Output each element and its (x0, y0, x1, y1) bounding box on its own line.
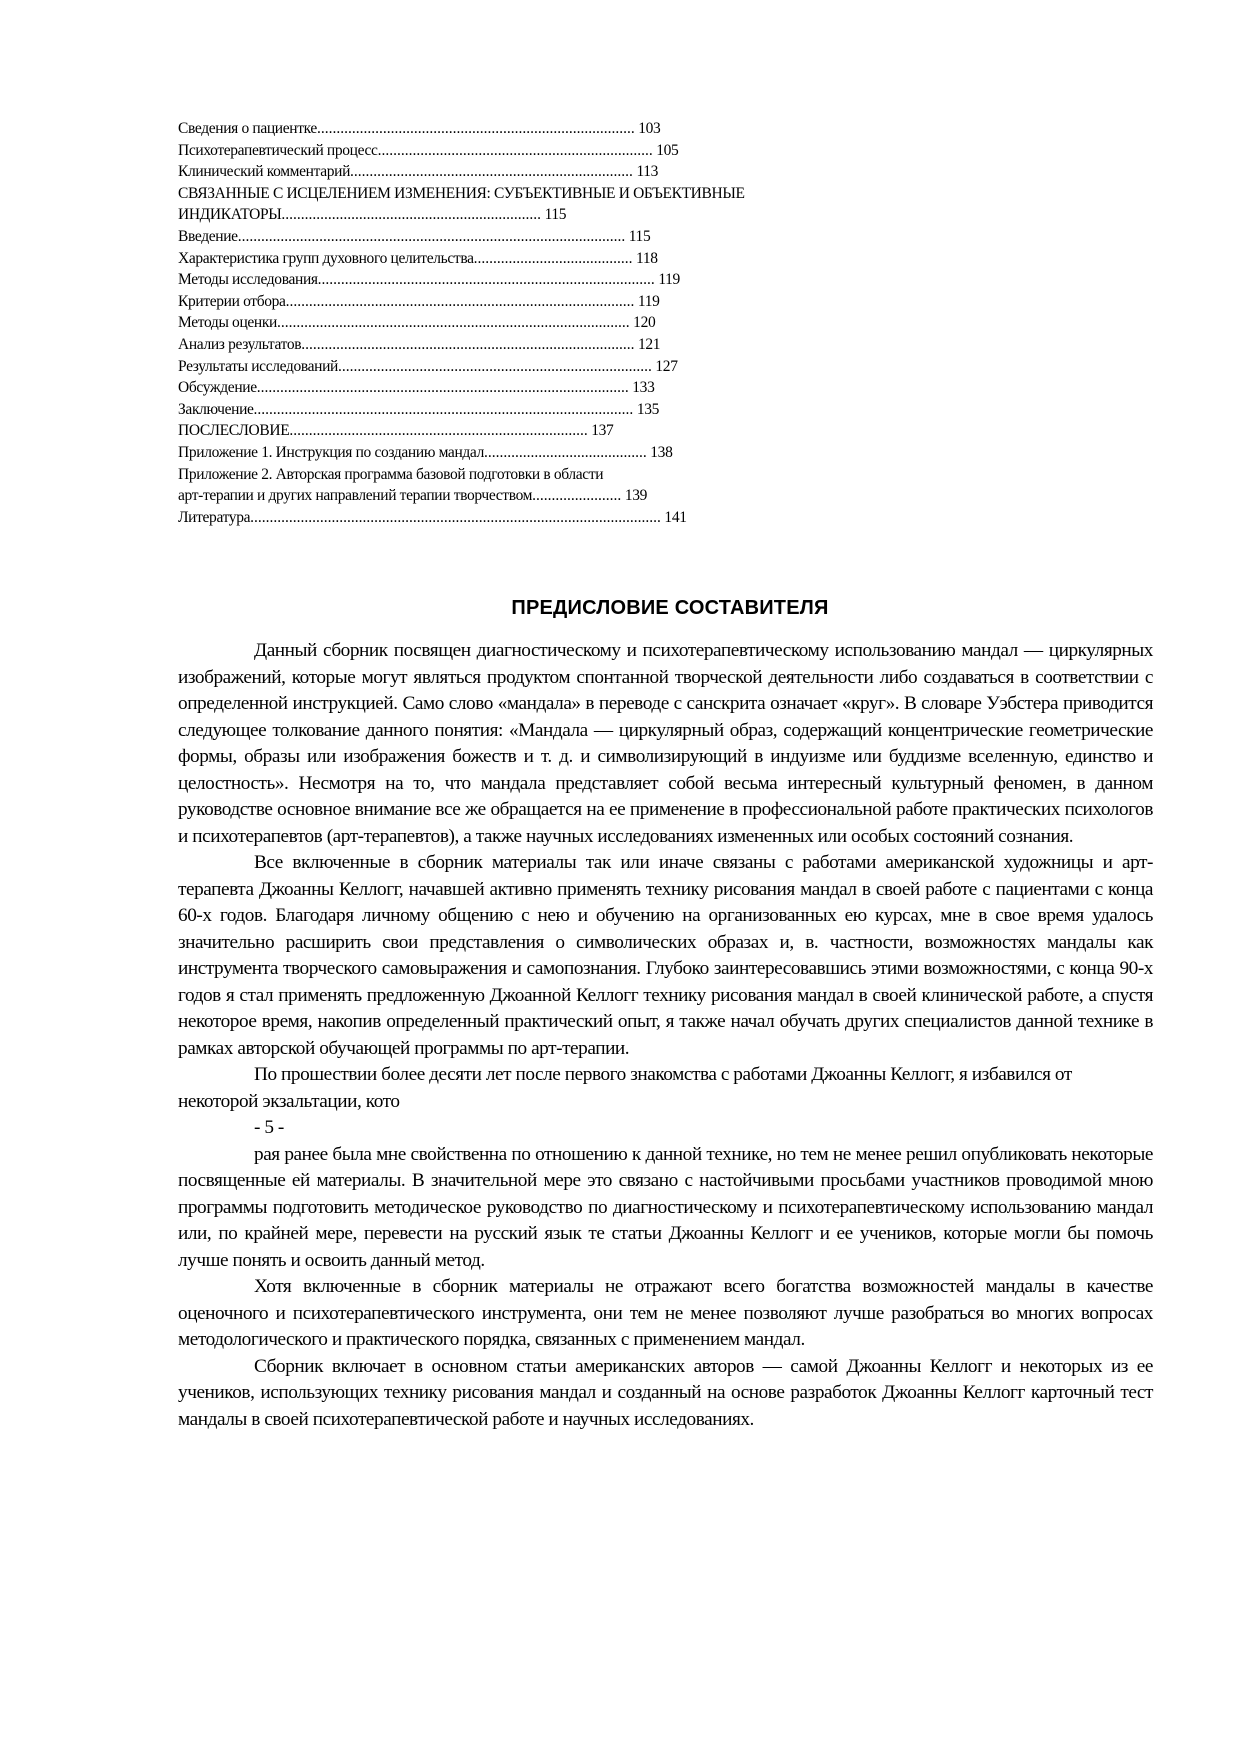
table-of-contents (178, 118, 898, 528)
toc-page-number: 133 (632, 379, 655, 397)
toc-leader-dots: .................................................................................................... (237, 227, 626, 245)
toc-page-number: 141 (664, 508, 687, 526)
toc-entry[interactable] (178, 334, 898, 356)
toc-entry[interactable] (178, 118, 898, 140)
toc-page-number: 115 (628, 227, 651, 245)
toc-leader-dots: .......................................... (484, 443, 647, 461)
toc-entry[interactable] (178, 226, 898, 248)
toc-entry[interactable] (178, 420, 898, 442)
toc-page-number: 138 (650, 443, 673, 461)
toc-leader-dots: ....................................................................................... (317, 271, 655, 289)
toc-page-number: 137 (591, 422, 614, 440)
toc-leader-dots: .................................................................................. (316, 120, 635, 137)
toc-entry-title: Характеристика групп духовного целительства (178, 249, 474, 267)
paragraph: По прошествии более десяти лет после первого знакомства с работами Джоанны Келлогг, я избавился от некоторой экзальтации, кото (178, 1064, 1072, 1112)
toc-entry-title: арт-терапии и других направлений терапии творчеством (178, 487, 533, 505)
toc-page-number: 121 (638, 335, 661, 353)
toc-entry-title: Приложение 1. Инструкция по созданию мандал (178, 443, 484, 461)
toc-leader-dots: ....................... (532, 487, 622, 505)
toc-entry[interactable] (178, 291, 898, 313)
toc-entry-title: Клинический комментарий (178, 163, 351, 181)
toc-entry-title: Литература (178, 508, 251, 526)
toc-entry[interactable] (178, 507, 898, 529)
toc-leader-dots: ................................................................................. (338, 357, 652, 375)
toc-page-number: 119 (637, 292, 660, 310)
section-title: ПРЕДИСЛОВИЕ СОСТАВИТЕЛЯ (511, 597, 829, 620)
toc-entry-title: Сведения о пациентке (178, 120, 317, 137)
toc-entry[interactable] (178, 204, 898, 226)
toc-entry[interactable] (178, 140, 898, 162)
paragraph: Данный сборник посвящен диагностическому и психотерапевтическому использованию мандал — циркулярных изображений, которые могут являться продуктом спонтанной творческой деятельности либо создаваться в соответствии с определенной инструкцией. Само слово «мандала» в переводе с санскрита означает «круг». В словаре Уэбстера приводится следующее толкование данного понятия: «Мандала — циркулярный образ, содержащий концентрические геометрические формы, образы или изображения божеств и т. д. и символизирующий в индуизме или буддизме вселенную, единство и целостность». Несмотря на то, что мандала представляет собой весьма интересный культурный феномен, в данном руководстве основное внимание все же обращается на ее применение в профессиональной работе практических психологов и психотерапевтов (арт-терапевтов), а также научных исследованиях измененных или особых состояний сознания. (178, 640, 1153, 847)
toc-page-number: 135 (636, 400, 660, 418)
toc-leader-dots: ........................................................................................... (277, 314, 630, 332)
paragraph: Хотя включенные в сборник материалы не отражают всего богатства возможностей мандалы в качестве оценочного и психотерапевтического инструмента, они тем не менее позволяют лучше разобраться во многих вопросах методологического и практического порядка, связанных с применением мандал. (178, 1276, 1153, 1350)
paragraph: Все включенные в сборник материалы так или иначе связаны с работами американской художницы и арт-терапевта Джоанны Келлогг, начавшей активно применять технику рисования мандал в своей работе с пациентами с конца 60-х годов. Благодаря личному общению с нею и обучению на организованных ею курсах, мне в свое время удалось значительно расширить свои представления о символических образах и, в. частности, возможностях мандалы как инструмента творческого самовыражения и самопознания. Глубоко заинтересовавшись этими возможностями, с конца 90-х годов я стал применять предложенную Джоанной Келлогг технику рисования мандал в своей клинической работе, а спустя некоторое время, накопив определенный практический опыт, я также начал обучать других специалистов данной технике в рамках авторской обучающей программы по арт-терапии. (178, 852, 1153, 1059)
toc-entry[interactable] (178, 312, 898, 334)
toc-page-number: 105 (656, 141, 679, 159)
toc-leader-dots: .......................................................................................... (285, 292, 635, 310)
toc-page-number: 113 (636, 163, 659, 181)
toc-entry[interactable] (178, 442, 898, 464)
toc-entry-title: Заключение (178, 400, 254, 418)
toc-leader-dots: ................................................................... (281, 206, 542, 224)
toc-entry-title: Методы исследования (178, 271, 318, 289)
toc-page-number: 118 (636, 249, 658, 267)
toc-entry-title: Методы оценки (178, 314, 278, 332)
toc-entry-title: Анализ результатов (178, 335, 302, 353)
toc-entry[interactable] (178, 356, 898, 378)
toc-entry-title: СВЯЗАННЫЕ С ИСЦЕЛЕНИЕМ ИЗМЕНЕНИЯ: СУБЪЕКТИВНЫЕ И ОБЪЕКТИВНЫЕ (178, 184, 745, 202)
toc-leader-dots: ................................................................................................ (256, 379, 629, 397)
toc-leader-dots: ......................................................................... (350, 163, 633, 181)
toc-page-number: 119 (658, 271, 680, 289)
toc-leader-dots: ............................................................................. (289, 422, 588, 440)
toc-leader-dots: .......................................................................................................... (250, 508, 661, 526)
toc-page-number: 103 (638, 120, 661, 137)
toc-entry[interactable] (178, 269, 898, 291)
body-text (178, 638, 1153, 1433)
toc-entry[interactable] (178, 161, 898, 183)
toc-page-number: 115 (544, 206, 567, 224)
toc-page-number: 120 (633, 314, 656, 332)
toc-entry-title: Введение (178, 227, 238, 245)
toc-leader-dots: ....................................................................... (377, 141, 653, 159)
toc-entry-title: Приложение 2. Авторская программа базовой подготовки в области (178, 465, 604, 483)
toc-leader-dots: ......................................... (473, 249, 633, 267)
toc-entry-title: Критерии отбора (178, 292, 286, 310)
toc-entry[interactable] (178, 183, 898, 205)
toc-entry[interactable] (178, 377, 898, 399)
toc-entry[interactable] (178, 464, 898, 486)
toc-leader-dots: ...................................................................................... (301, 335, 635, 353)
toc-entry-title: ИНДИКАТОРЫ (178, 206, 282, 224)
toc-entry[interactable] (178, 248, 898, 270)
toc-entry[interactable] (178, 485, 898, 507)
toc-page-number: 139 (624, 487, 648, 505)
toc-page-number: 127 (655, 357, 678, 375)
paragraph: рая ранее была мне свойственна по отношению к данной технике, но тем не менее решил опубликовать некоторые посвященные ей материалы. В значительной мере это связано с настойчивыми просьбами участников проводимой мною программы подготовить методическое руководство по диагностическому и психотерапевтическому использованию мандал или, по крайней мере, перевести на русский язык те статьи Джоанны Келлогг и ее учеников, которые могли бы помочь лучше понять и освоить данный метод. (178, 1143, 1153, 1271)
toc-entry-title: ПОСЛЕСЛОВИЕ (178, 422, 290, 440)
toc-leader-dots: .................................................................................................. (253, 400, 634, 418)
toc-entry-title: Обсуждение (178, 379, 257, 397)
toc-entry-title: Результаты исследований (178, 357, 338, 375)
paragraph: Сборник включает в основном статьи американских авторов — самой Джоанны Келлогг и некоторых из ее учеников, использующих технику рисования мандал и созданный на основе разработок Джоанны Келлогг карточный тест мандалы в своей психотерапевтической работе и научных исследованиях. (178, 1355, 1153, 1430)
toc-entry[interactable] (178, 399, 898, 421)
toc-entry-title: Психотерапевтический процесс (178, 141, 378, 159)
page-number-marker: - 5 - (254, 1117, 284, 1138)
